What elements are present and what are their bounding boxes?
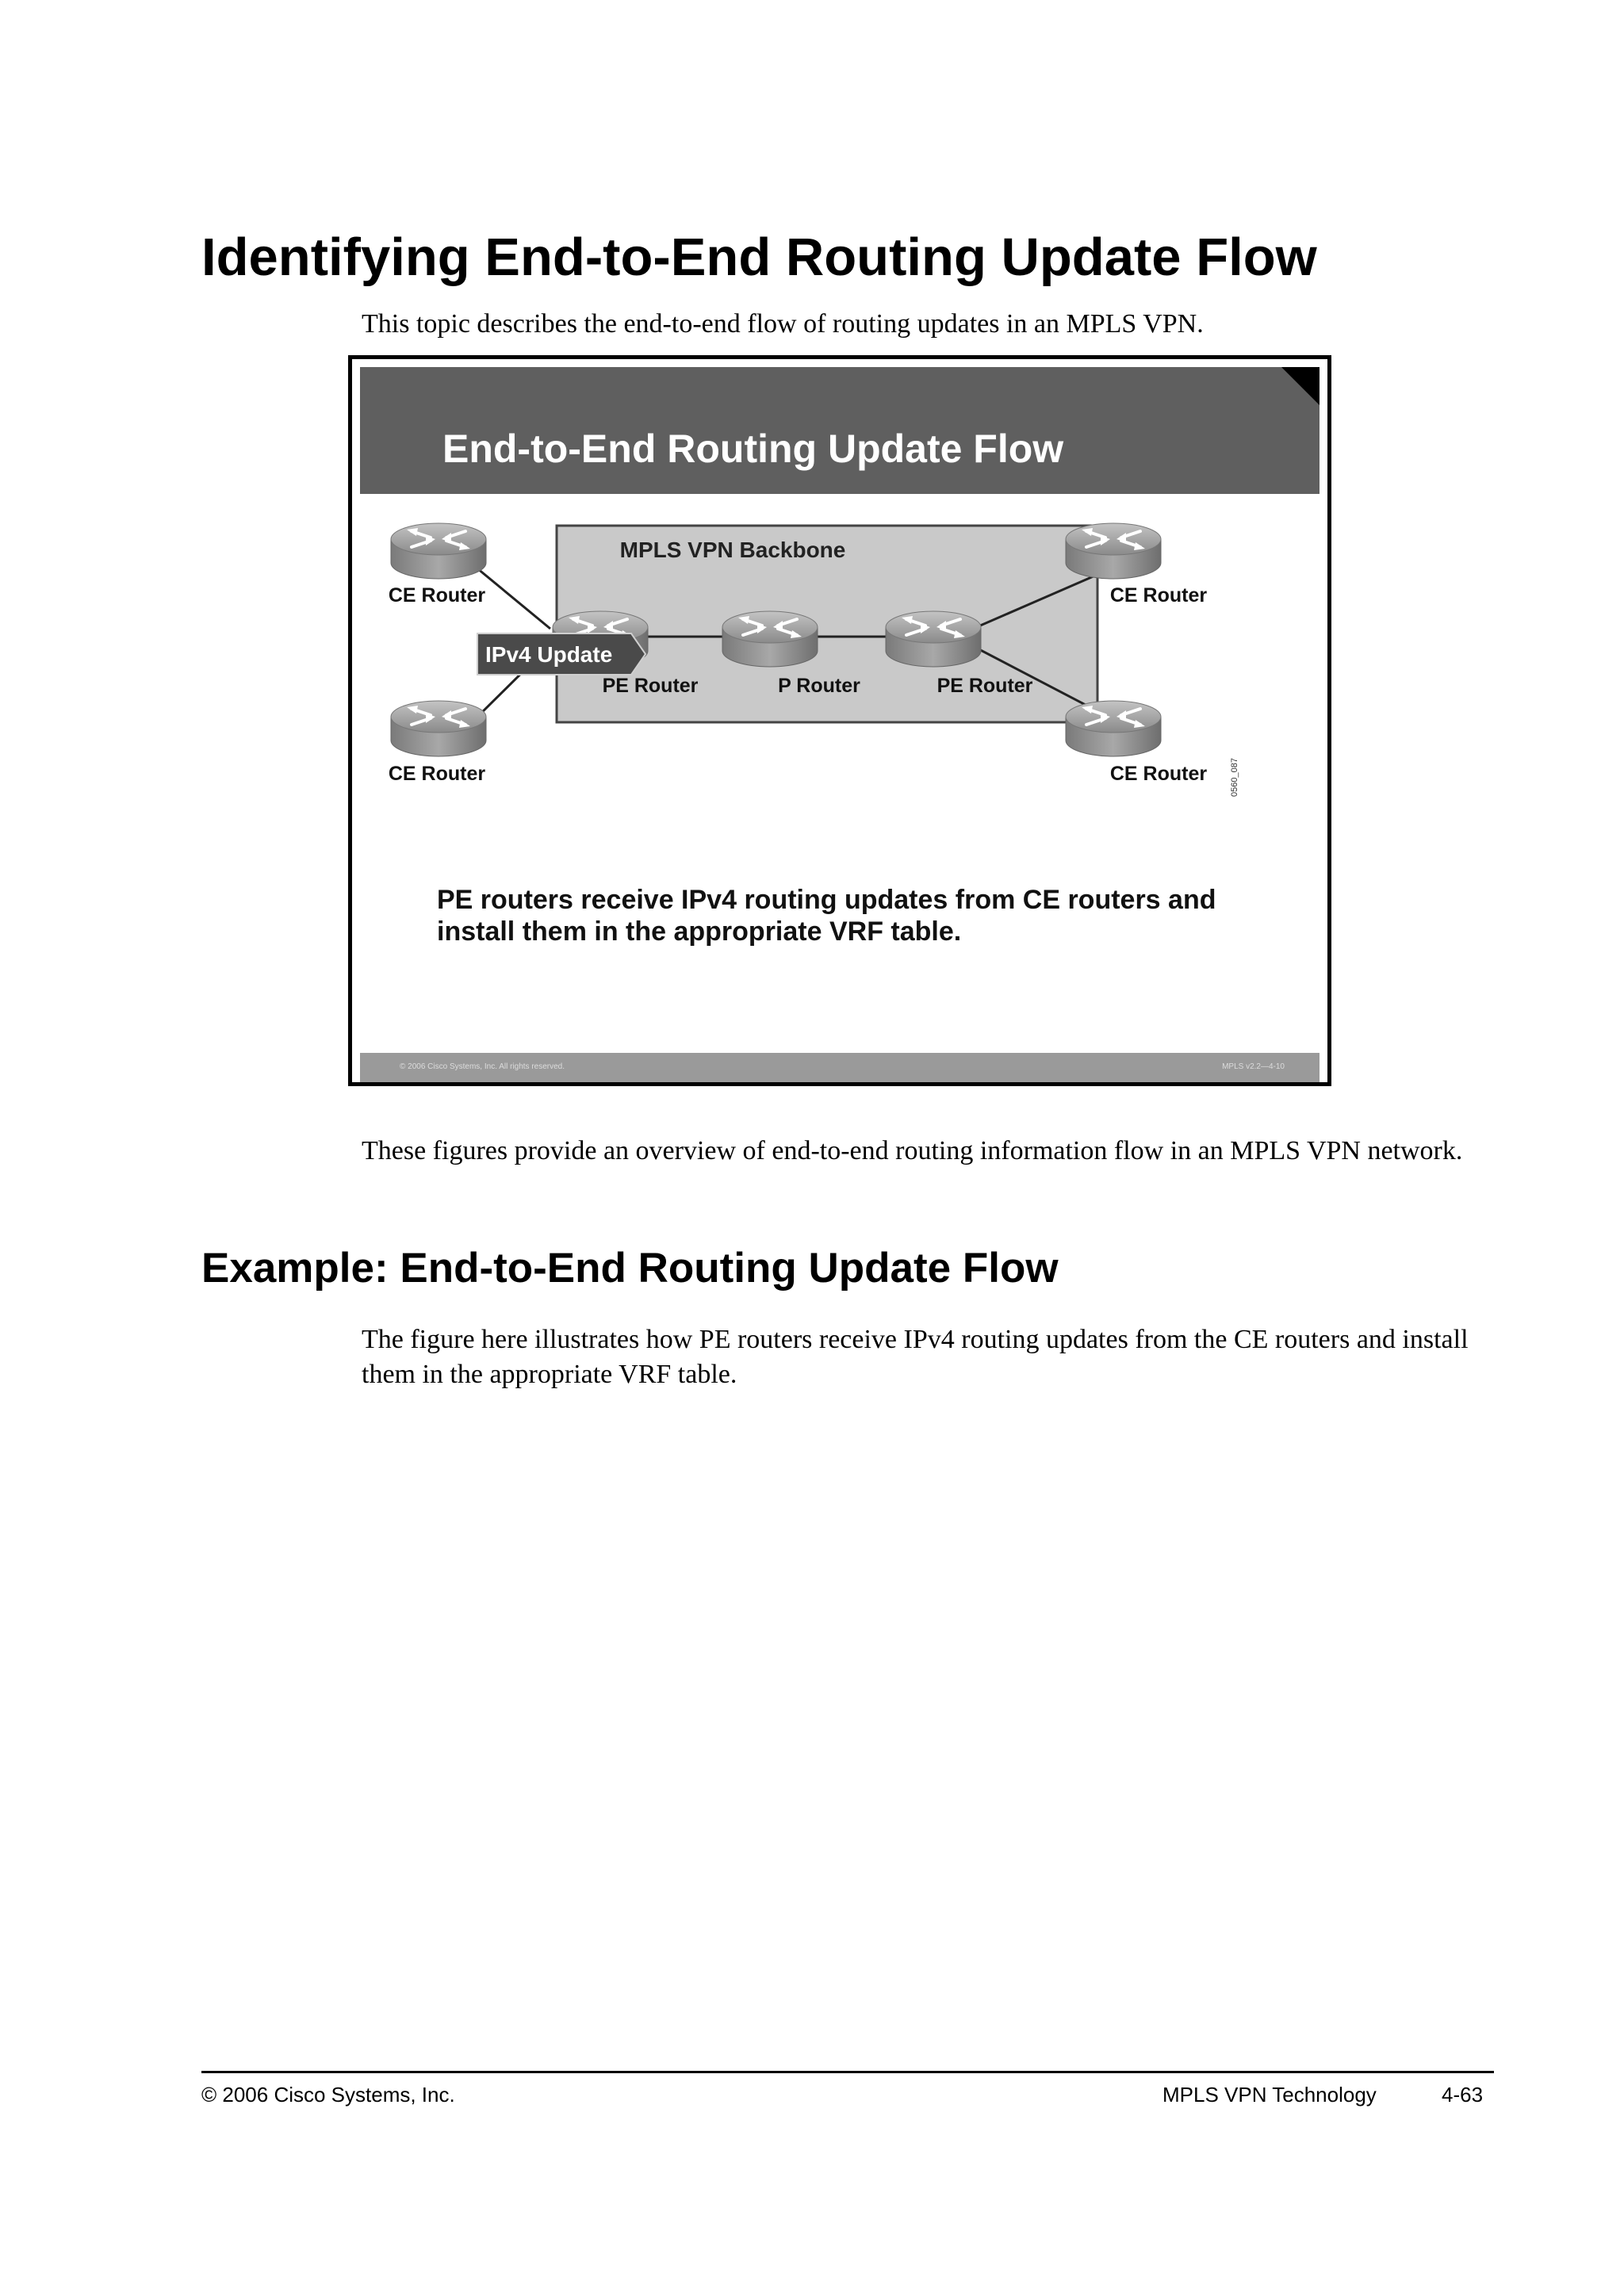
router-label: CE Router (388, 584, 486, 607)
router-icon (722, 611, 818, 667)
backbone-label: MPLS VPN Backbone (619, 538, 846, 562)
figure-id: 0560_087 (1230, 758, 1239, 797)
router-label: CE Router (1109, 584, 1208, 607)
slide-footer (360, 1053, 1320, 1082)
footer-rule (201, 2071, 1494, 2073)
router-icon (391, 523, 486, 579)
slide-footer-code: MPLS v2.2—4-10 (1222, 1062, 1285, 1071)
slide-footer-copyright: © 2006 Cisco Systems, Inc. All rights reserved. (400, 1062, 565, 1071)
footer-page-number: 4-63 (1442, 2083, 1484, 2107)
router-icon (1066, 701, 1161, 756)
paragraph-overview: These figures provide an overview of end-to-end routing information flow in an MPLS VPN network. (362, 1136, 1463, 1165)
router-label: PE Router (602, 675, 699, 697)
slide-figure (348, 355, 1331, 1086)
router-label: PE Router (936, 675, 1033, 697)
example-subheading: Example: End-to-End Routing Update Flow (201, 1245, 1059, 1292)
ipv4-update-tag (477, 633, 645, 675)
router-icon (886, 611, 981, 667)
network-diagram (352, 359, 1327, 1082)
paragraph-example: The figure here illustrates how PE routers receive IPv4 routing updates from the CE routers and install them in the appropriate VRF table. (362, 1325, 1469, 1389)
page-heading: Identifying End-to-End Routing Update Flow (201, 228, 1317, 287)
footer-copyright: © 2006 Cisco Systems, Inc. (201, 2083, 455, 2107)
slide-title: End-to-End Routing Update Flow (442, 427, 1064, 471)
router-label: CE Router (388, 763, 486, 785)
ipv4-update-label: IPv4 Update (485, 642, 613, 667)
intro-text: This topic describes the end-to-end flow of routing updates in an MPLS VPN. (362, 309, 1204, 339)
router-icon (391, 701, 486, 756)
router-label: P Router (778, 675, 860, 697)
router-icon (1066, 523, 1161, 579)
slide-caption: PE routers receive IPv4 routing updates from CE routers and install them in the appropriate VRF table. (437, 885, 1216, 947)
router-label: CE Router (1109, 763, 1208, 785)
footer-course: MPLS VPN Technology (1162, 2083, 1377, 2107)
